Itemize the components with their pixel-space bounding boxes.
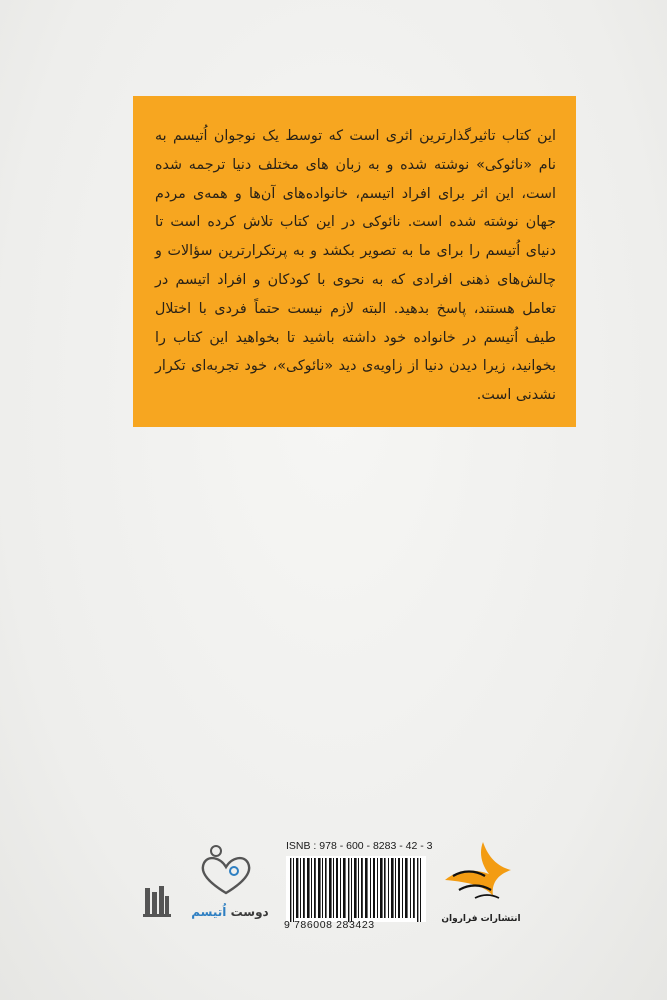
- friend-text-main: دوست: [230, 905, 269, 919]
- barcode-icon: [286, 856, 426, 922]
- publisher-name: انتشارات فراروان: [441, 914, 521, 924]
- isbn-label: ISNB : 978 - 600 - 8283 - 42 - 3: [286, 840, 433, 852]
- friend-text-accent: اُتیسم: [191, 905, 227, 919]
- blurb-text: این کتاب تاثیرگذارترین اثری است که توسط یک نوجوان اُتیسم به نام «نائوکی» نوشته شده و به زبان های مختلف دنیا ترجمه شده است، این اثر برای افراد اتیسم، خانواده‌های آن‌ها و همه‌ی مردم جهان نوشته شده است. نائوکی در این کتاب تلاش کرده است تا دنیای اُتیسم را برای ما به تصویر بکشد و به پرتکرارترین سؤالات و چالش‌های ذهنی افرادی که به نحوی با کودکان و افراد اتیسم در تعامل هستند، پاسخ بدهید. البته لازم نیست حتماً فردی با اختلال طیف اُتیسم در خانواده خود داشته باشید تا بخواهید این کتاب را بخوانید، زیرا دیدن دنیا از زاویه‌ی دید «نائوکی»، خود تجربه‌ای تکرار نشدنی است.: [155, 128, 556, 404]
- heart-figure-icon: [196, 845, 256, 897]
- barcode-digits: 9 786008 283423: [284, 919, 375, 931]
- birds-logo-icon: [439, 840, 519, 912]
- friend-logo-text: [190, 905, 270, 919]
- series-mark-icon: [143, 884, 171, 918]
- blurb-box: [133, 96, 576, 427]
